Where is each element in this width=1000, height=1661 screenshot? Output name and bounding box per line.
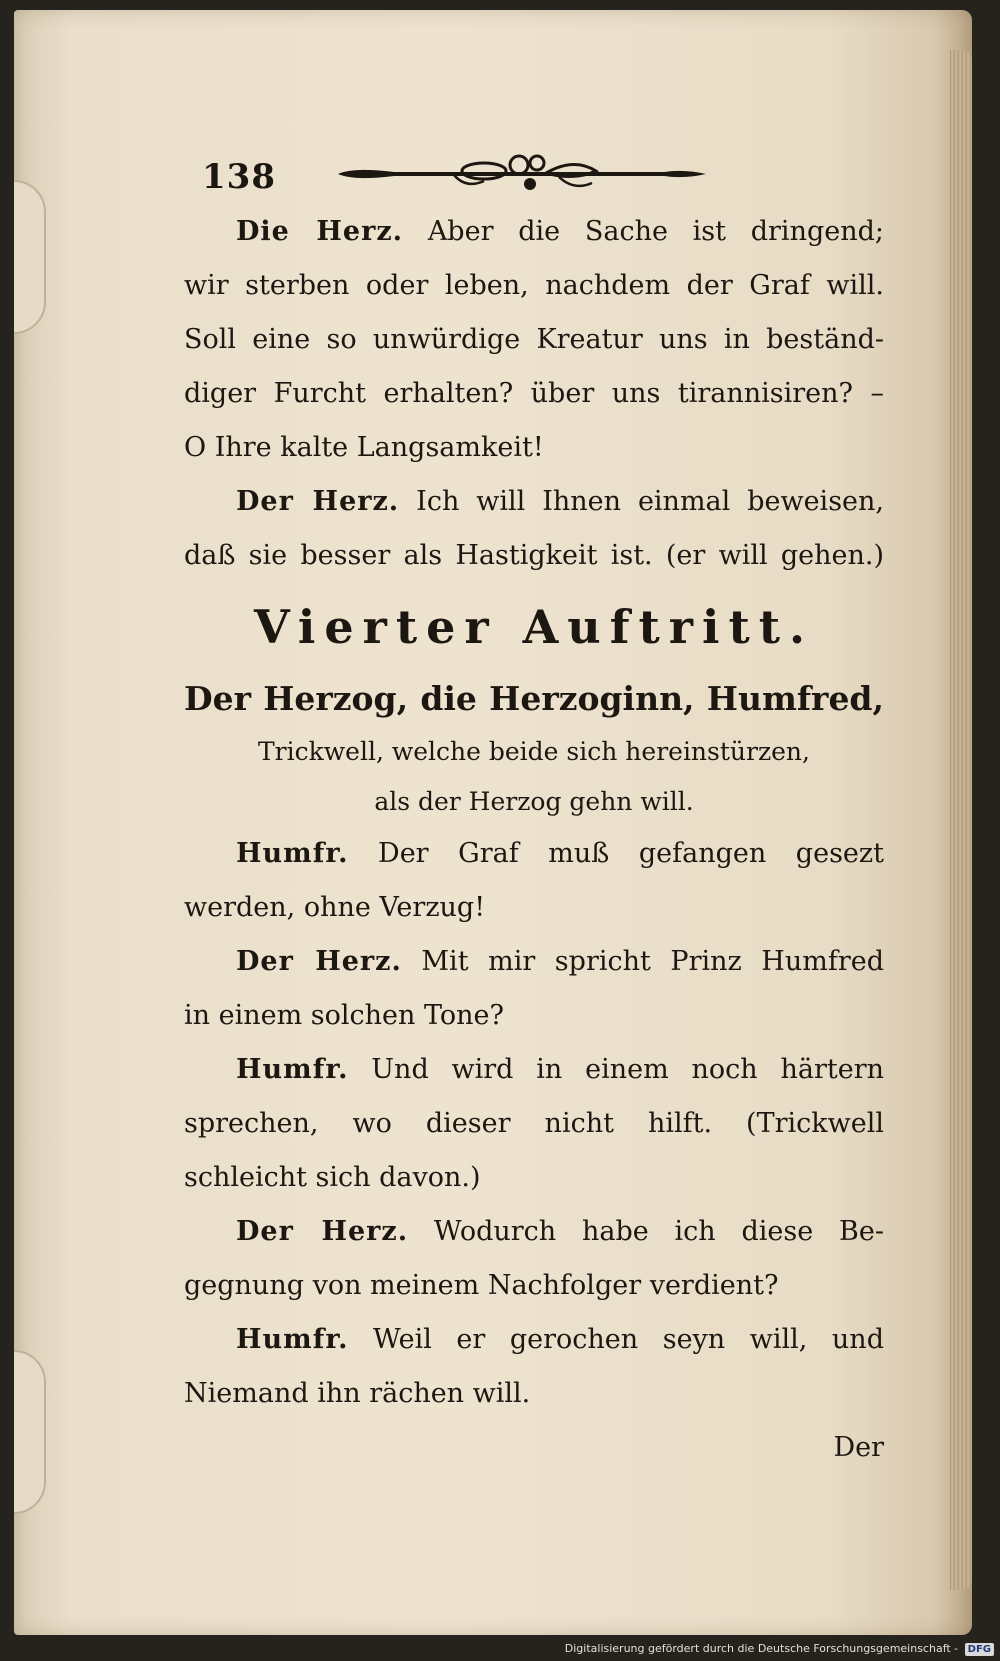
cast-list: Der Herzog, die Herzoginn, Humfred, (184, 679, 884, 718)
page-number: 138 (202, 157, 276, 197)
speaker-label: Humfr. (236, 1054, 349, 1085)
dialogue-text: Ich will Ihnen einmal beweisen, (416, 486, 884, 517)
speaker-label: Der Herz. (236, 1216, 409, 1247)
dialogue-line: in einem solchen Tone? (184, 1000, 504, 1031)
speaker-label: Humfr. (236, 1324, 349, 1355)
dialogue-line: sprechen, wo dieser nicht hilft. (Trickwell (184, 1108, 884, 1139)
dialogue-line (184, 1043, 884, 1097)
speaker-label: Die Herz. (236, 216, 404, 247)
book-page (14, 10, 972, 1635)
dialogue-line (184, 1205, 884, 1259)
dialogue-line: daß sie besser als Hastigkeit ist. (er will gehen.) (184, 540, 884, 571)
dialogue-line (184, 1313, 884, 1367)
dialogue-line: O Ihre kalte Langsamkeit! (184, 432, 544, 463)
stage-direction: Trickwell, welche beide sich hereinstürzen, (258, 737, 810, 766)
dialogue-line (184, 475, 884, 529)
dialogue-text: Mit mir spricht Prinz Humfred (421, 946, 884, 977)
dialogue-text: Der Graf muß gefangen gesezt (378, 838, 884, 869)
dialogue-line: werden, ohne Verzug! (184, 892, 486, 923)
stage-direction: als der Herzog gehn will. (374, 787, 694, 816)
scroll-ornament-icon (334, 151, 714, 197)
dialogue-text: Wodurch habe ich diese Be- (433, 1216, 884, 1247)
credit-text: Digitalisierung gefördert durch die Deutsche Forschungsgemeinschaft - (564, 1642, 959, 1655)
dialogue-line (184, 205, 884, 259)
text-block (184, 135, 884, 1475)
dialogue-line: gegnung von meinem Nachfolger verdient? (184, 1270, 779, 1301)
speaker-label: Der Herz. (236, 486, 400, 517)
dialogue-text: Und wird in einem noch härtern (371, 1054, 884, 1085)
dialogue-line: schleicht sich davon.) (184, 1162, 481, 1193)
page-header (184, 135, 884, 205)
dialogue-line: Soll eine so unwürdige Kreatur uns in beständ- (184, 324, 884, 355)
digitization-credit (565, 1642, 994, 1656)
dialogue-line: wir sterben oder leben, nachdem der Graf will. (184, 270, 884, 301)
speaker-label: Der Herz. (236, 946, 402, 977)
dialogue-text: Aber die Sache ist dringend; (427, 216, 884, 247)
dialogue-text: Weil er gerochen seyn will, und (373, 1324, 884, 1355)
dialogue-line (184, 935, 884, 989)
page-edge (950, 50, 972, 1590)
dialogue-line (184, 827, 884, 881)
catchword: Der (833, 1432, 884, 1463)
page-edge-curve (14, 180, 46, 334)
dialogue-line: Niemand ihn rächen will. (184, 1378, 531, 1409)
speaker-label: Humfr. (236, 838, 349, 869)
dialogue-line: diger Furcht erhalten? über uns tirannisiren? – (184, 378, 884, 409)
left-page-edges (14, 10, 44, 1635)
scene-heading: Vierter Auftritt. (253, 600, 814, 654)
page-edge-curve (14, 1350, 46, 1514)
dfg-logo: DFG (965, 1643, 994, 1656)
